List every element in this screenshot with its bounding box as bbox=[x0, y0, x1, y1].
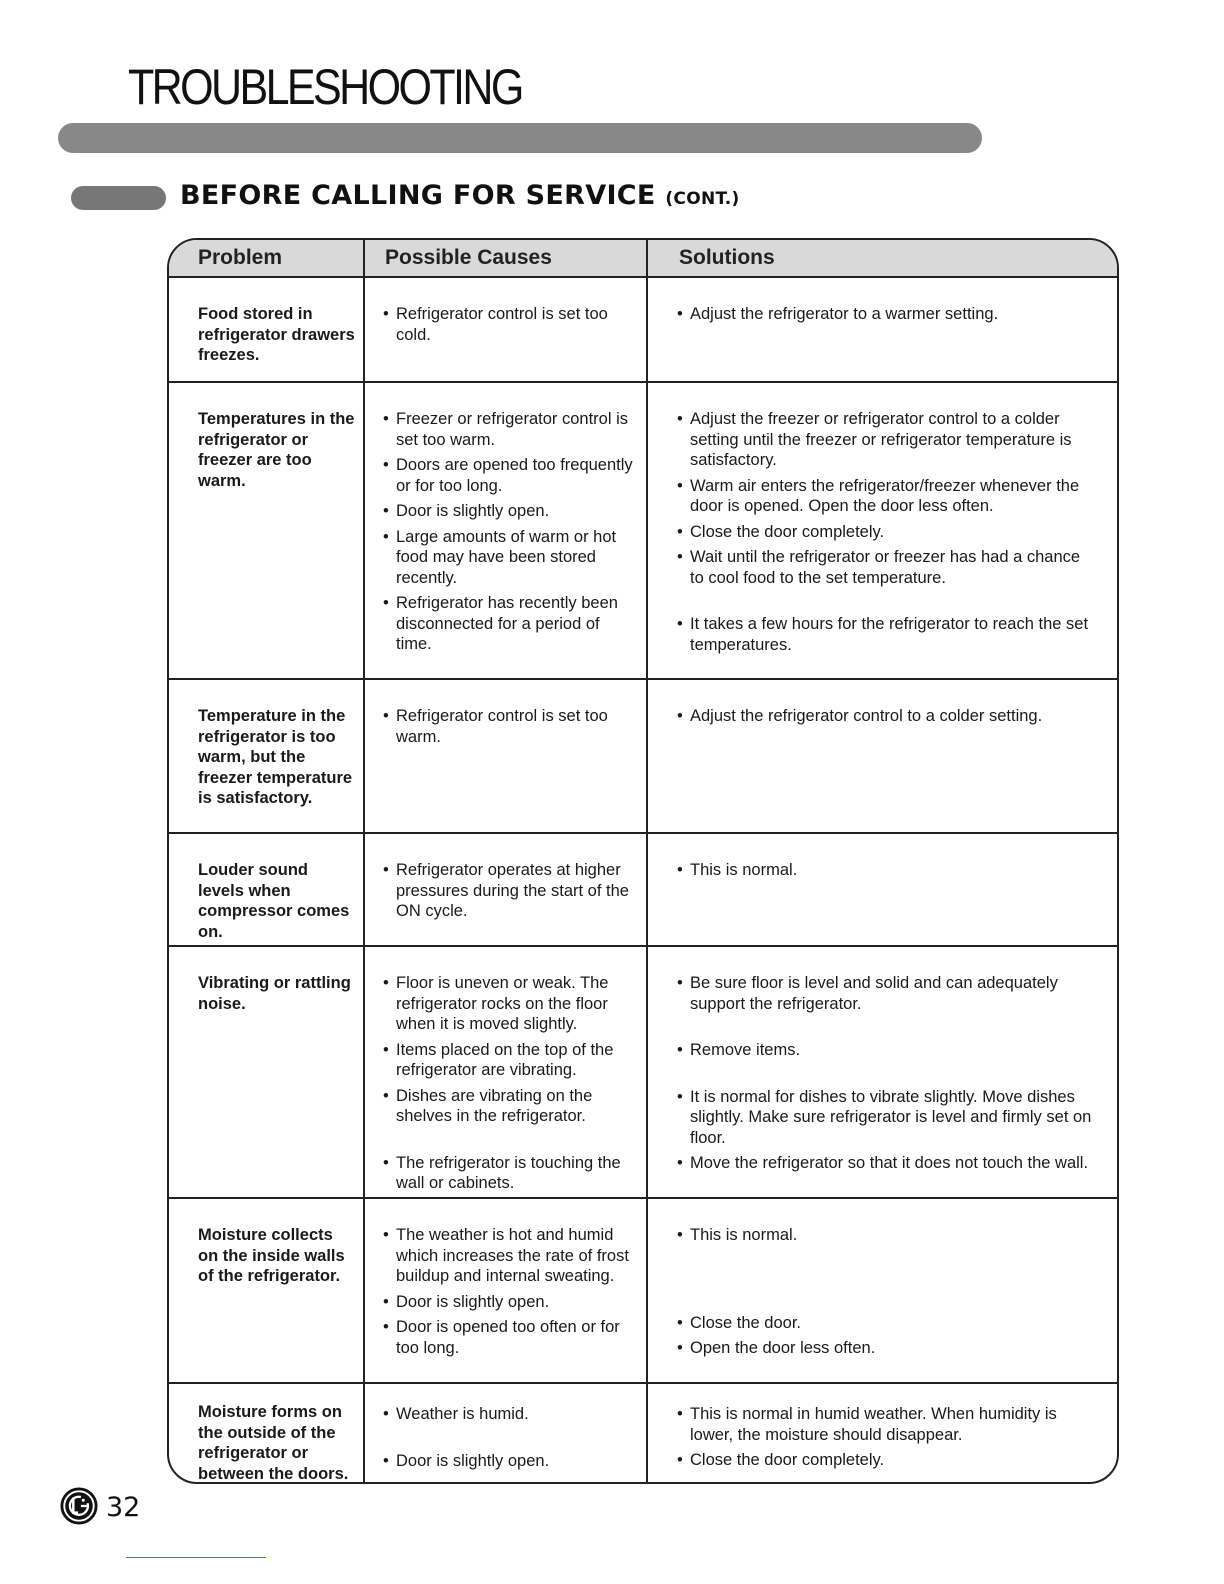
solutions-cell bbox=[647, 833, 1117, 946]
cause-item: • Large amounts of warm or hot food may have been stored recently. bbox=[383, 527, 636, 589]
causes-cell bbox=[364, 833, 647, 946]
section-title-text: BEFORE CALLING FOR SERVICE bbox=[180, 180, 656, 211]
lg-logo-icon bbox=[60, 1487, 98, 1525]
solutions-cell bbox=[647, 679, 1117, 833]
troubleshooting-table bbox=[169, 240, 1117, 1484]
solution-item: • Move the refrigerator so that it does not touch the wall. bbox=[677, 1153, 1097, 1174]
solution-item: • Remove items. bbox=[677, 1040, 1097, 1061]
cause-item: • Refrigerator control is set too cold. bbox=[383, 304, 636, 345]
solution-item: • Close the door completely. bbox=[677, 1450, 1097, 1471]
page-number: 32 bbox=[106, 1492, 141, 1523]
cause-item: • Weather is humid. bbox=[383, 1404, 636, 1425]
troubleshooting-table-frame bbox=[167, 238, 1119, 1484]
cause-item: • Items placed on the top of the refrigerator are vibrating. bbox=[383, 1040, 636, 1081]
cause-item: • Door is slightly open. bbox=[383, 1292, 636, 1313]
table-header-row bbox=[169, 240, 1117, 277]
page-title: TROUBLESHOOTING bbox=[128, 59, 522, 115]
table-row bbox=[169, 382, 1117, 679]
problem-cell: Louder sound levels when compressor comes on. bbox=[169, 833, 364, 946]
footer-link-underline bbox=[126, 1557, 266, 1558]
solution-item: • Wait until the refrigerator or freezer has had a chance to cool food to the set temperature. bbox=[677, 547, 1097, 588]
column-header-causes: Possible Causes bbox=[364, 240, 647, 277]
solution-item: • Adjust the refrigerator to a warmer setting. bbox=[677, 304, 1097, 325]
solution-item: • This is normal. bbox=[677, 860, 1097, 881]
table-row bbox=[169, 833, 1117, 946]
table-row bbox=[169, 1198, 1117, 1383]
solutions-cell bbox=[647, 382, 1117, 679]
solution-item: • Adjust the freezer or refrigerator control to a colder setting until the freezer or refrigerator temperature is satisfactory. bbox=[677, 409, 1097, 471]
column-header-problem: Problem bbox=[169, 240, 364, 277]
causes-cell bbox=[364, 1198, 647, 1383]
solutions-cell bbox=[647, 277, 1117, 382]
table-row bbox=[169, 277, 1117, 382]
problem-cell: Moisture collects on the inside walls of the refrigerator. bbox=[169, 1198, 364, 1383]
causes-cell bbox=[364, 277, 647, 382]
solution-item: • Adjust the refrigerator control to a colder setting. bbox=[677, 706, 1097, 727]
problem-cell: Vibrating or rattling noise. bbox=[169, 946, 364, 1198]
problem-cell: Temperatures in the refrigerator or freezer are too warm. bbox=[169, 382, 364, 679]
causes-cell bbox=[364, 382, 647, 679]
table-row bbox=[169, 679, 1117, 833]
causes-cell bbox=[364, 946, 647, 1198]
cause-item: • The weather is hot and humid which increases the rate of frost buildup and internal sweating. bbox=[383, 1225, 636, 1287]
cause-item: • The refrigerator is touching the wall or cabinets. bbox=[383, 1153, 636, 1194]
solution-item: • Warm air enters the refrigerator/freezer whenever the door is opened. Open the door less often. bbox=[677, 476, 1097, 517]
cause-item: • Door is opened too often or for too long. bbox=[383, 1317, 636, 1358]
solutions-cell bbox=[647, 946, 1117, 1198]
cause-item: • Dishes are vibrating on the shelves in the refrigerator. bbox=[383, 1086, 636, 1127]
solution-item: • This is normal in humid weather. When humidity is lower, the moisture should disappear. bbox=[677, 1404, 1097, 1445]
column-header-solutions: Solutions bbox=[647, 240, 1117, 277]
solution-item: • Close the door completely. bbox=[677, 522, 1097, 543]
cause-item: • Freezer or refrigerator control is set too warm. bbox=[383, 409, 636, 450]
solution-item: • This is normal. bbox=[677, 1225, 1097, 1246]
solution-item: • It is normal for dishes to vibrate slightly. Move dishes slightly. Make sure refrigerator is level and firmly set on floor. bbox=[677, 1087, 1097, 1149]
cause-item: • Door is slightly open. bbox=[383, 501, 636, 522]
solutions-cell bbox=[647, 1198, 1117, 1383]
header-bar bbox=[58, 123, 982, 153]
causes-cell bbox=[364, 1383, 647, 1484]
table-row bbox=[169, 1383, 1117, 1484]
solution-item: • It takes a few hours for the refrigerator to reach the set temperatures. bbox=[677, 614, 1097, 655]
cause-item: • Refrigerator operates at higher pressures during the start of the ON cycle. bbox=[383, 860, 636, 922]
problem-cell: Food stored in refrigerator drawers freezes. bbox=[198, 305, 355, 364]
cause-item: • Door is slightly open. bbox=[383, 1451, 636, 1472]
solutions-cell bbox=[647, 1383, 1117, 1484]
cause-item: • Floor is uneven or weak. The refrigerator rocks on the floor when it is moved slightly. bbox=[383, 973, 636, 1035]
causes-cell bbox=[364, 679, 647, 833]
section-title bbox=[180, 180, 740, 211]
table-row bbox=[169, 946, 1117, 1198]
section-pill bbox=[71, 186, 166, 210]
solution-item: • Close the door. bbox=[677, 1313, 1097, 1334]
section-title-suffix: (CONT.) bbox=[665, 189, 740, 209]
cause-item: • Refrigerator has recently been disconnected for a period of time. bbox=[383, 593, 636, 655]
cause-item: • Refrigerator control is set too warm. bbox=[383, 706, 636, 747]
problem-cell: Moisture forms on the outside of the refrigerator or between the doors. bbox=[169, 1383, 364, 1484]
problem-cell: Temperature in the refrigerator is too warm, but the freezer temperature is satisfactory. bbox=[169, 679, 364, 833]
solution-item: • Be sure floor is level and solid and can adequately support the refrigerator. bbox=[677, 973, 1097, 1014]
solution-item: • Open the door less often. bbox=[677, 1338, 1097, 1359]
cause-item: • Doors are opened too frequently or for too long. bbox=[383, 455, 636, 496]
